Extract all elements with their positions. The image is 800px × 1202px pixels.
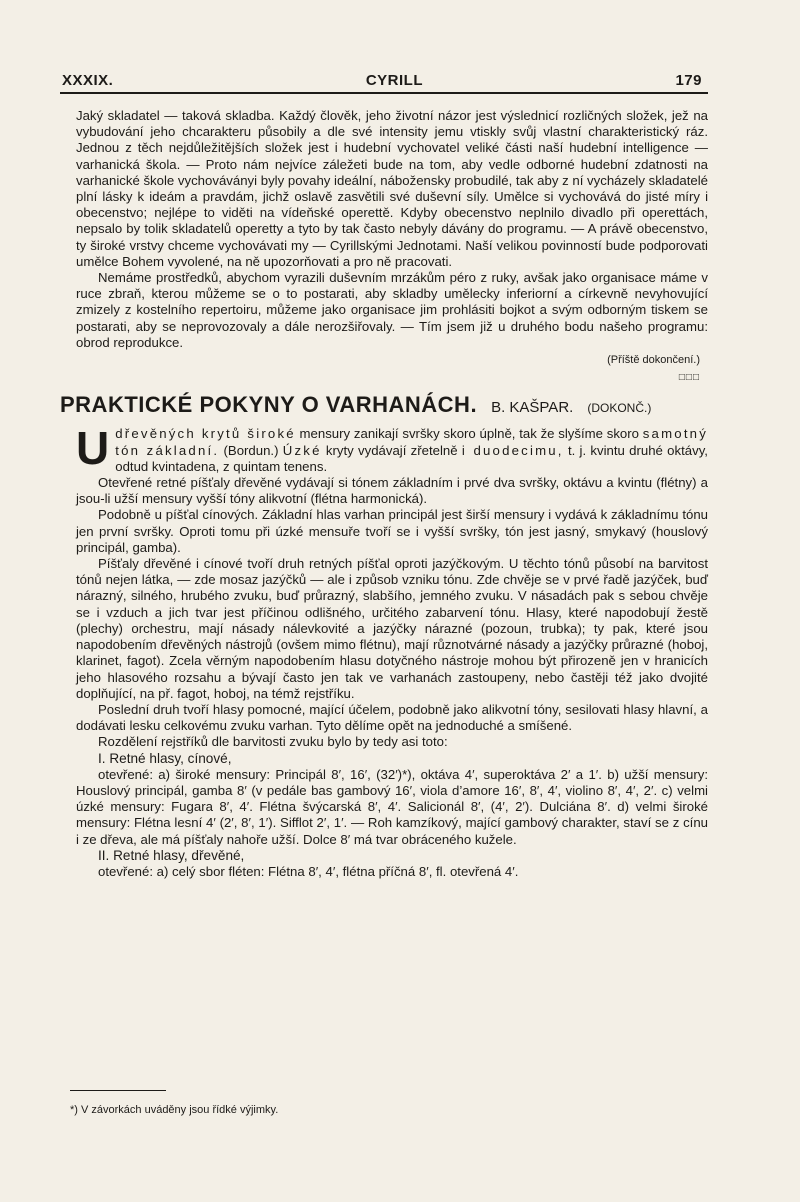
paragraph: Poslední druh tvoří hlasy pomocné, mající účelem, podobně jako alikvotní tóny, sesilovati hlasy hlavní, a dodávati lesku celkovému zvuku varhan. Tyto dělíme opět na jednoduché a smíšené. [76, 701, 708, 734]
paragraph: Otevřené retné píšťaly dřevěné vydávají si tónem základním i prvé dva svršky, oktávu a kvintu (flétny) a jsou-li užší mensury vyšší tóny alikvotní (flétna harmonická). [76, 475, 708, 507]
section-heading: I. Retné hlasy, cínové, [98, 750, 232, 766]
paragraph: Rozdělení rejstříků dle barvitosti zvuku bylo by tedy asi toto: [98, 734, 448, 750]
article-body [60, 422, 709, 880]
article-heading [60, 392, 708, 418]
paragraph: Podobně u píšťal cínových. Základní hlas varhan principál jest širší mensury i vydává k základnímu tónu jen první svršky. Oproti tomu při úzké mensuře tvoří se i vyšší svršky, tón jest jasný, smykavý (houslový principál, gamba). [76, 507, 708, 555]
volume-number: XXXIX. [62, 72, 114, 89]
end-mark: □□□ [678, 372, 700, 384]
article-author: B. KAŠPAR. [491, 399, 574, 417]
journal-name: CYRILL [365, 72, 423, 89]
section-heading: II. Retné hlasy, dřevěné, [98, 847, 245, 863]
paragraph: otevřené: a) široké mensury: Principál 8′, 16′, (32′)*), oktáva 4′, superoktáva 2′ a 1′. b) užší mensury: Houslový principál, gamba 8′ (v pedále bas gambový 16′, viola d’amore 16′, 8′, 4′, violino 8′, 4′, 2′. c) velmi úzké mensury: Fugara 8′, 4′. Flétna švýcarská 8′, 4′. Salicionál 8′, (4′, 2′). Dulciána 8′. d) velmi široké mensury: Flétna lesní 4′ (2′, 8′, 1′). Sifflot 2′, 1′. — Roh kamzíkový, mající gambový charakter, staví se z cínu i ze dřeva, ale má píšťaly nahoře užší. Dolce 8′ má tvar obráceného kužele. [76, 766, 708, 847]
paragraph: Nemáme prostředků, abychom vyrazili duševním mrzákům péro z ruky, avšak jako organisace máme v ruce zbraň, kterou můžeme se o to postarati, aby skladby umělecky inferiorní a církevně nevyhovující zmizely z kostelního repertoiru, můžeme jako organisace jim prohlásiti bojkot a svým odborným tiskem se postarati, aby se neprovozovaly a dále nerozšiřovaly. — Tím jsem již u druhého bodu našeho programu: obrod reprodukce. [76, 270, 708, 350]
running-header [60, 72, 708, 94]
paragraph: U dřevěných krytů široké mensury zanikají svršky skoro úplně, tak že slyšíme skoro samotný tón základní. (Bordun.) Úzké kryty vydávají zřetelně i duodecimu, t. j. kvintu druhé oktávy, odtud kvintadena, z quintam tenens. [76, 422, 709, 475]
article-title: PRAKTICKÉ POKYNY O VARHANÁCH. [60, 392, 478, 418]
footnote-rule [70, 1090, 166, 1091]
paragraph: otevřené: a) celý sbor fléten: Flétna 8′, 4′, flétna příčná 8′, fl. otevřená 4′. [98, 863, 519, 879]
continuation-note: (Příště dokončení.) [607, 354, 700, 367]
paragraph: Píšťaly dřevěné i cínové tvoří druh retných píšťal oproti jazýčkovým. U těchto tónů působí na barvitost tónů nejen látka, — zde mosaz jazýčků — ale i způsob vzniku tónu. Zde chvěje se v prvé řadě jazýček, buď nárazný, silného, hrubého zvuku, buď průrazný, slabšího, jemného zvuku. V násadách pak s sebou chvěje se i vzduch a jich tvar jest příčinou odlišného, určitého zabarvení tónu. Hlasy, které napodobují žestě (plechy) orchestru, mají násady nálevkovité a jazýčky nárazné (pozoun, trubka); ty pak, které jsou napodobením dřevěných nástrojů (ovšem mimo flétnu), mají různotvárné násady a jazýčky průrazné (hoboj, klarinet, fagot). Zcela věrným napodobením hlasu dotyčného nástroje mohou být přirozeně jen v hranicích jeho hlasového rozsahu a bývají často jen tak ve varhanách zastoupeny, nebo častěji též jako dvojité doplňující, na př. fagot, hoboj, na témž rejstříku. [76, 556, 708, 701]
paragraph: Jaký skladatel — taková skladba. Každý člověk, jeho životní názor jest výslednicí rozličných složek, jež na vybudování jeho chcarakteru působily a dle své intensity jemu vtiskly svůj vlastní charakteristický ráz. Jednou z těch nejdůležitějších složek jest i hudební vychovatel veliké části naší hudební intelligence — varhanická škola. — Proto nám nejvíce záležeti bude na tom, aby vedle odborné hudební zdatnosti na varhanické škole vychováványi byly povahy ideální, nábožensky probudilé, tak aby z ní vycházely skladatelé plní lásky k ideám a pravdám, jichž oslavě zasvětili své duševní síly. Umělce si vychovává do jisté míry i obecenstvo; nejlépe to viděti na vídeňské operettě. Kdyby obecenstvo neplnilo divadlo při operettách, nepsalo by tolik skladatelů operetty a tyto by tak často nebyly dávány do programu. — A právě obecenstvo, ty široké vrstvy chceme vychovávati my — Cyrillskými Jednotami. Naší velikou povinností bude podporovati umělce Bohem vyvolené, na ně upozorňovati a pro ně pracovati. [76, 108, 708, 269]
page-number: 179 [675, 72, 702, 89]
drop-cap: U [76, 422, 110, 475]
article-continuation [60, 108, 708, 386]
article-continuation-label: (DOKONČ.) [587, 401, 652, 416]
footnote: *) V závorkách uváděny jsou řídké výjimky. [70, 1104, 279, 1116]
